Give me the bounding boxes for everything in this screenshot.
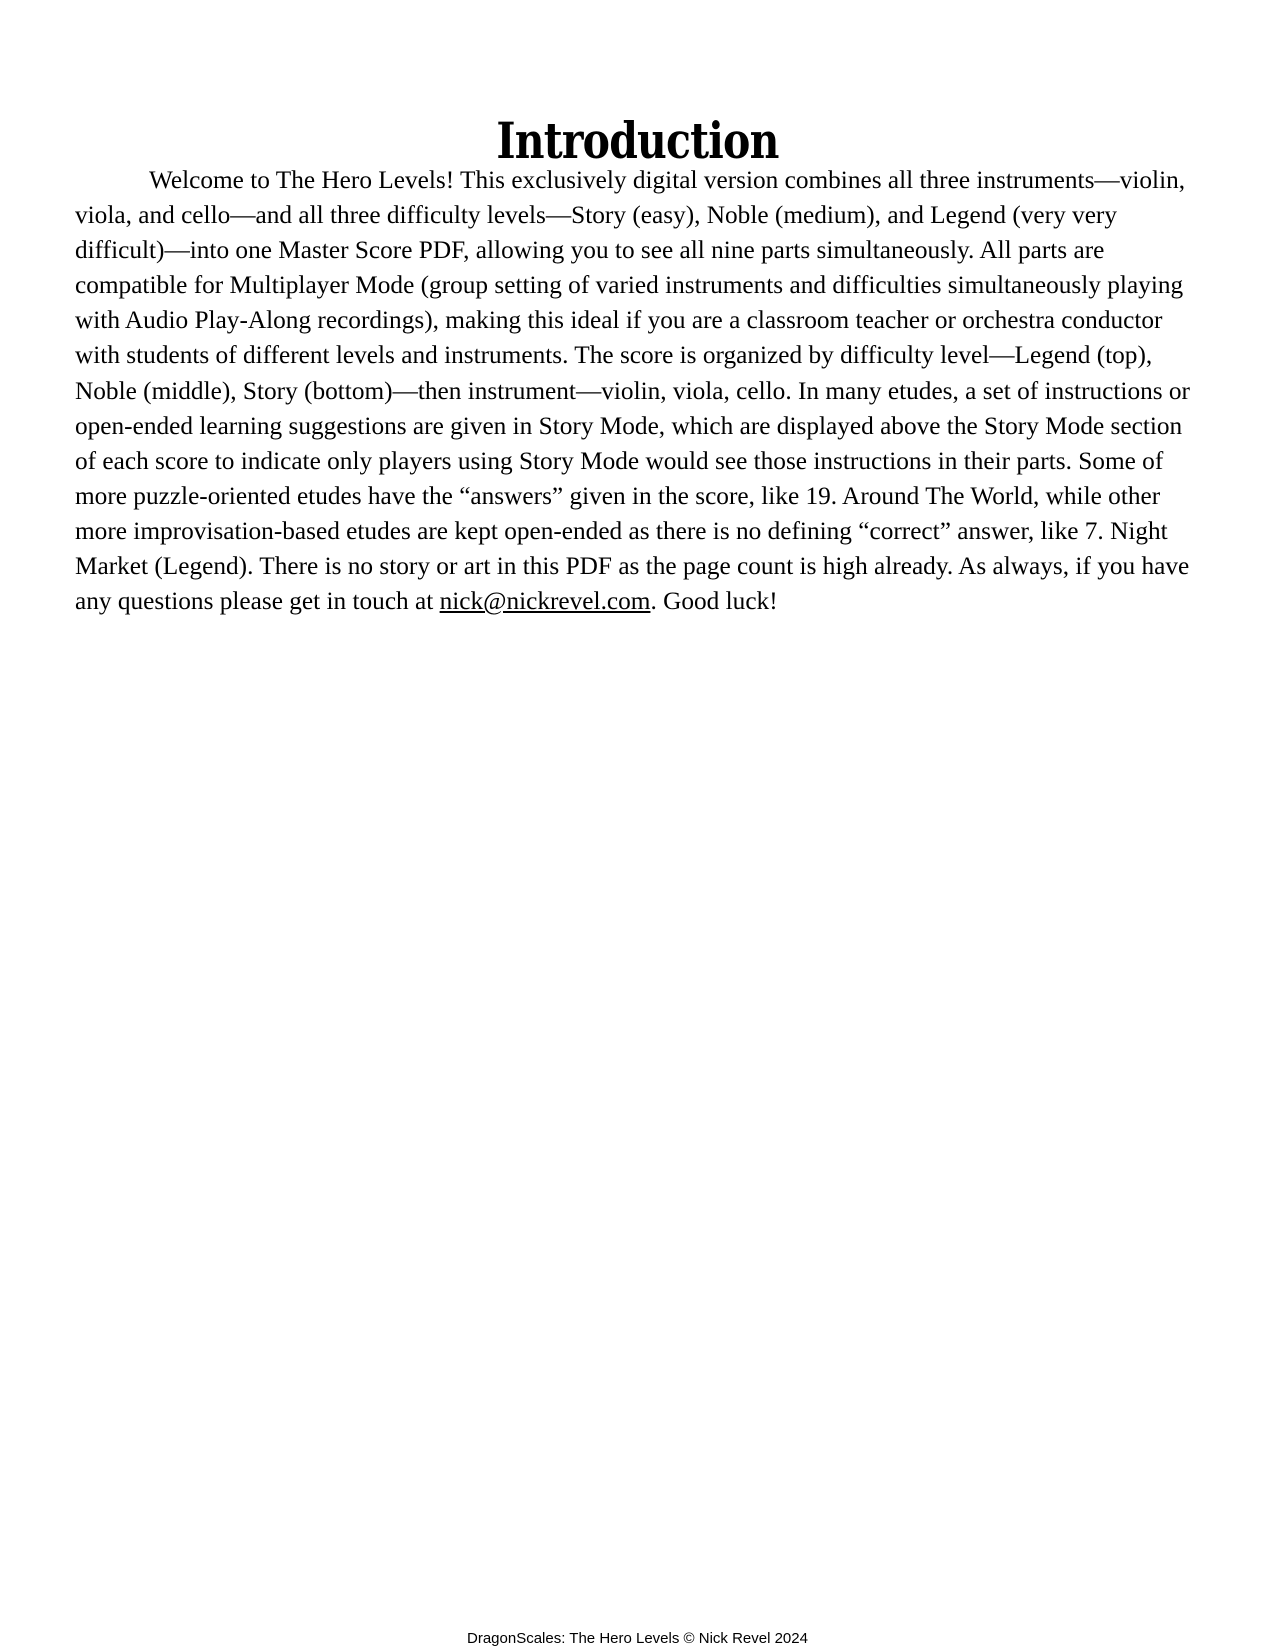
intro-paragraph xyxy=(75,163,1203,619)
intro-closing-text: . Good luck! xyxy=(650,587,778,616)
page-footer: DragonScales: The Hero Levels © Nick Revel 2024 xyxy=(467,1630,808,1647)
page-title: Introduction xyxy=(496,110,779,170)
intro-text: Welcome to The Hero Levels! This exclusively digital version combines all three instruments—violin, viola, and cello—and all three difficulty levels—Story (easy), Noble (medium), and Legend (very very difficult)—into one Master Score PDF, allowing you to see all nine parts simultaneously. All parts are compatible for Multiplayer Mode (group setting of varied instruments and difficulties simultaneously playing with Audio Play-Along recordings), making this ideal if you are a classroom teacher or orchestra conductor with students of different levels and instruments. The score is organized by difficulty level—Legend (top), Noble (middle), Story (bottom)—then instrument—violin, viola, cello. In many etudes, a set of instructions or open-ended learning suggestions are given in Story Mode, which are displayed above the Story Mode section of each score to indicate only players using Story Mode would see those instructions in their parts. Some of more puzzle-oriented etudes have the “answers” given in the score, like 19. Around The World, while other more improvisation-based etudes are kept open-ended as there is no defining “correct” answer, like 7. Night Market (Legend). There is no story or art in this PDF as the page count is high already. As always, if you have any questions please get in touch at xyxy=(75,166,1190,616)
email-link[interactable]: nick@nickrevel.com xyxy=(439,587,651,616)
